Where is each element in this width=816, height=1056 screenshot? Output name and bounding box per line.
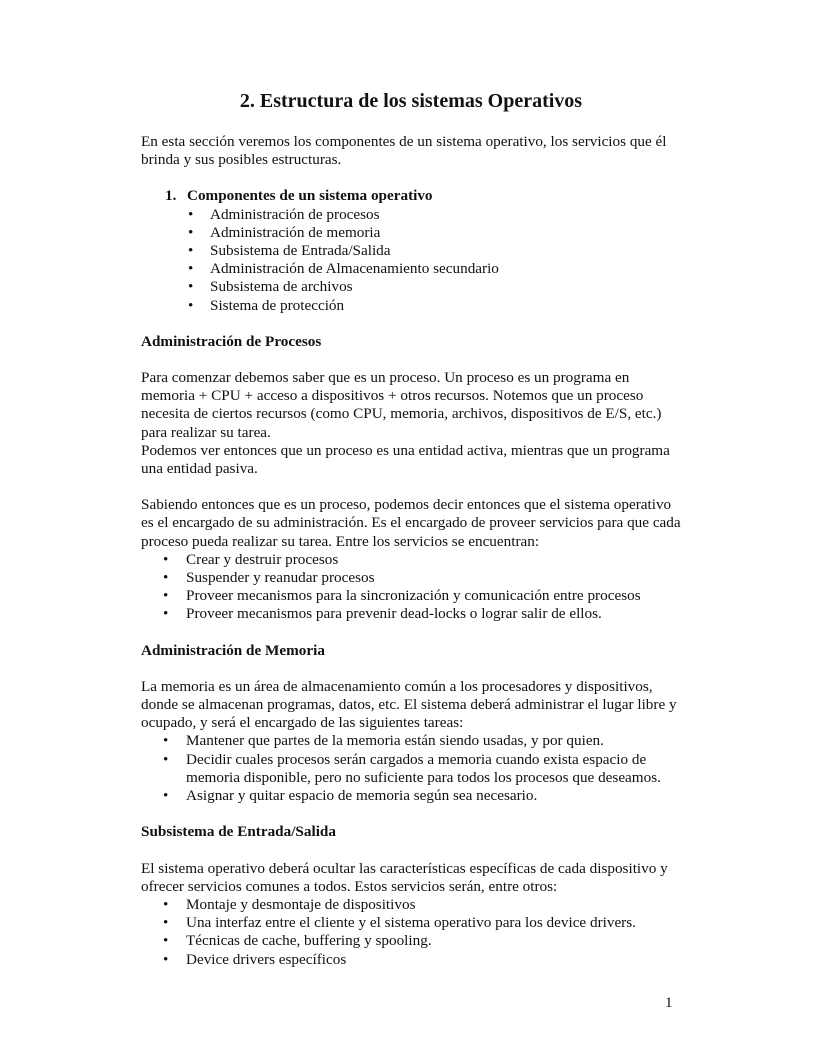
list-item: • Administración de Almacenamiento secundario [165,260,681,278]
procesos-paragraph-2: Podemos ver entonces que un proceso es una entidad activa, mientras que un programa una entidad pasiva. [141,441,670,478]
intro-paragraph: En esta sección veremos los componentes de un sistema operativo, los servicios que él brinda y sus posibles estructuras. [141,133,667,169]
entrada-salida-list [141,896,681,969]
memoria-list [141,732,681,805]
components-number: 1. [165,187,177,205]
components-section [165,187,681,314]
entrada-salida-paragraph-1: El sistema operativo deberá ocultar las características específicas de cada dispositivo y ofrecer servicios comunes a todos. Estos servicios serán, entre otros: [141,859,668,895]
list-item: • Device drivers específicos [141,951,681,969]
procesos-paragraph-1: Para comenzar debemos saber que es un proceso. Un proceso es un programa en memoria + CPU + acceso a dispositivos + otros recursos. Notemos que un proceso necesita de ciertos recursos (como CPU, memoria, archivos, dispositivos de E/S, etc.) para realizar su tarea. [141,369,662,441]
components-heading [165,187,681,205]
list-item: • Crear y destruir procesos [141,551,681,569]
entrada-salida-heading: Subsistema de Entrada/Salida [141,823,336,841]
list-item: • Sistema de protección [165,297,681,315]
components-heading-text: Componentes de un sistema operativo [187,187,433,205]
list-item: • Asignar y quitar espacio de memoria según sea necesario. [141,787,681,805]
list-item: • Proveer mecanismos para la sincronización y comunicación entre procesos [141,587,681,605]
memoria-heading: Administración de Memoria [141,641,325,659]
document-title: 2. Estructura de los sistemas Operativos [239,90,583,112]
list-item: • Administración de memoria [165,224,681,242]
list-item: • Subsistema de Entrada/Salida [165,242,681,260]
page-number: 1 [665,995,673,1011]
list-item: • Proveer mecanismos para prevenir dead-locks o lograr salir de ellos. [141,605,681,623]
procesos-list [141,551,681,624]
procesos-heading: Administración de Procesos [141,332,322,350]
list-item: • Subsistema de archivos [165,278,681,296]
list-item: • Mantener que partes de la memoria están siendo usadas, y por quien. [141,732,681,750]
document-page [141,88,681,969]
list-item: • Técnicas de cache, buffering y spooling. [141,932,681,950]
list-item: • Decidir cuales procesos serán cargados a memoria cuando exista espacio de memoria disponible, pero no suficiente para todos los procesos que deseamos. [141,751,681,787]
memoria-paragraph-1: La memoria es un área de almacenamiento común a los procesadores y dispositivos, donde se almacenan programas, datos, etc. El sistema deberá administrar el lugar libre y ocupado, y será el encargado de las siguientes tareas: [141,677,677,732]
list-item: • Suspender y reanudar procesos [141,569,681,587]
procesos-paragraph-3: Sabiendo entonces que es un proceso, podemos decir entonces que el sistema operativo es el encargado de su administración. Es el encargado de proveer servicios para que cada proceso pueda realizar su tarea. Entre los servicios se encuentran: [141,496,681,550]
list-item: • Montaje y desmontaje de dispositivos [141,896,681,914]
components-list [165,206,681,315]
list-item: • Una interfaz entre el cliente y el sistema operativo para los device drivers. [141,914,681,932]
list-item: • Administración de procesos [165,206,681,224]
